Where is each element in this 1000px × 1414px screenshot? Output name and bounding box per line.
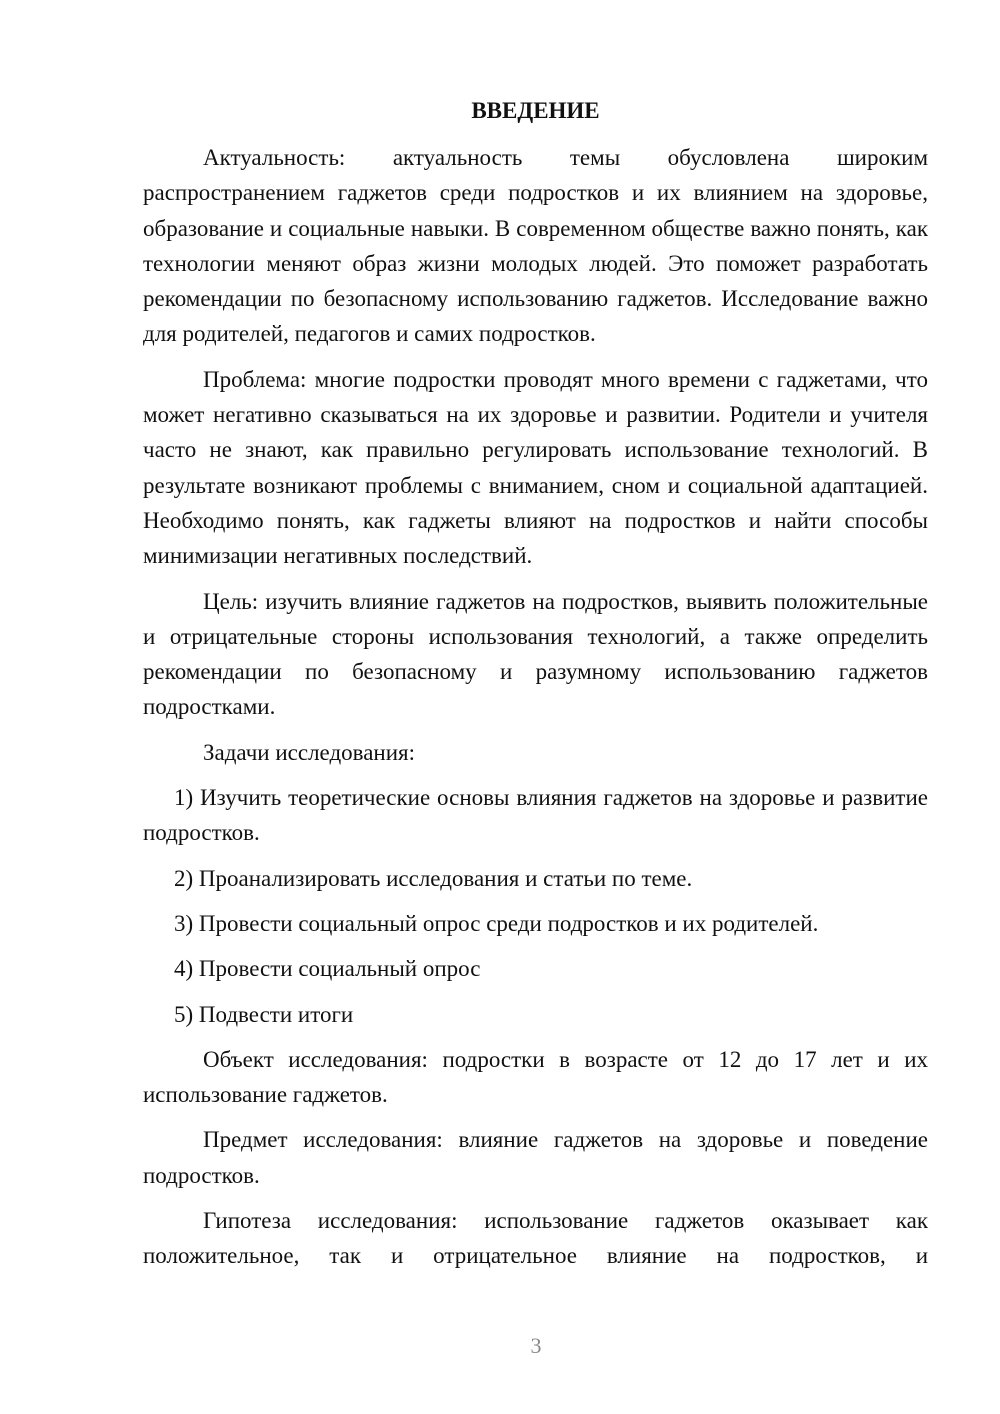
paragraph-tasks-heading: Задачи исследования: — [203, 739, 416, 765]
paragraph-goal: Цель: изучить влияние гаджетов на подростков, выявить положительные и отрицательные стороны использования технологий, а также определить рекомендации по безопасному и разумному использованию гаджетов подростками. — [143, 588, 928, 720]
task-item-4: 4) Провести социальный опрос — [174, 956, 481, 982]
task-item-1: 1) Изучить теоретические основы влияния гаджетов на здоровье и развитие подростков. — [143, 785, 928, 846]
document-body — [143, 93, 928, 1284]
paragraph-relevance: Актуальность: актуальность темы обусловлена широким распространением гаджетов среди подростков и их влиянием на здоровье, образование и социальные навыки. В современном обществе важно понять, как технологии меняют образ жизни молодых людей. Это поможет разработать рекомендации по безопасному использованию гаджетов. Исследование важно для родителей, педагогов и самих подростков. — [143, 145, 928, 347]
paragraph-problem: Проблема: многие подростки проводят много времени с гаджетами, что может негативно сказываться на их здоровье и развитии. Родители и учителя часто не знают, как правильно регулировать использование технологий. В результате возникают проблемы с вниманием, сном и социальной адаптацией. Необходимо понять, как гаджеты влияют на подростков и найти способы минимизации негативных последствий. — [143, 366, 928, 569]
paragraph-subject: Предмет исследования: влияние гаджетов на здоровье и поведение подростков. — [143, 1127, 928, 1188]
section-title: ВВЕДЕНИЕ — [471, 98, 600, 123]
paragraph-object: Объект исследования: подростки в возрасте от 12 до 17 лет и их использование гаджетов. — [143, 1046, 928, 1108]
page-number: 3 — [530, 1333, 542, 1358]
task-item-3: 3) Провести социальный опрос среди подростков и их родителей. — [174, 910, 819, 936]
task-item-2: 2) Проанализировать исследования и статьи по теме. — [174, 865, 693, 891]
task-item-5: 5) Подвести итоги — [174, 1001, 354, 1027]
paragraph-hypothesis: Гипотеза исследования: использование гаджетов оказывает как положительное, так и отрицательное влияние на подростков, и — [143, 1208, 928, 1269]
